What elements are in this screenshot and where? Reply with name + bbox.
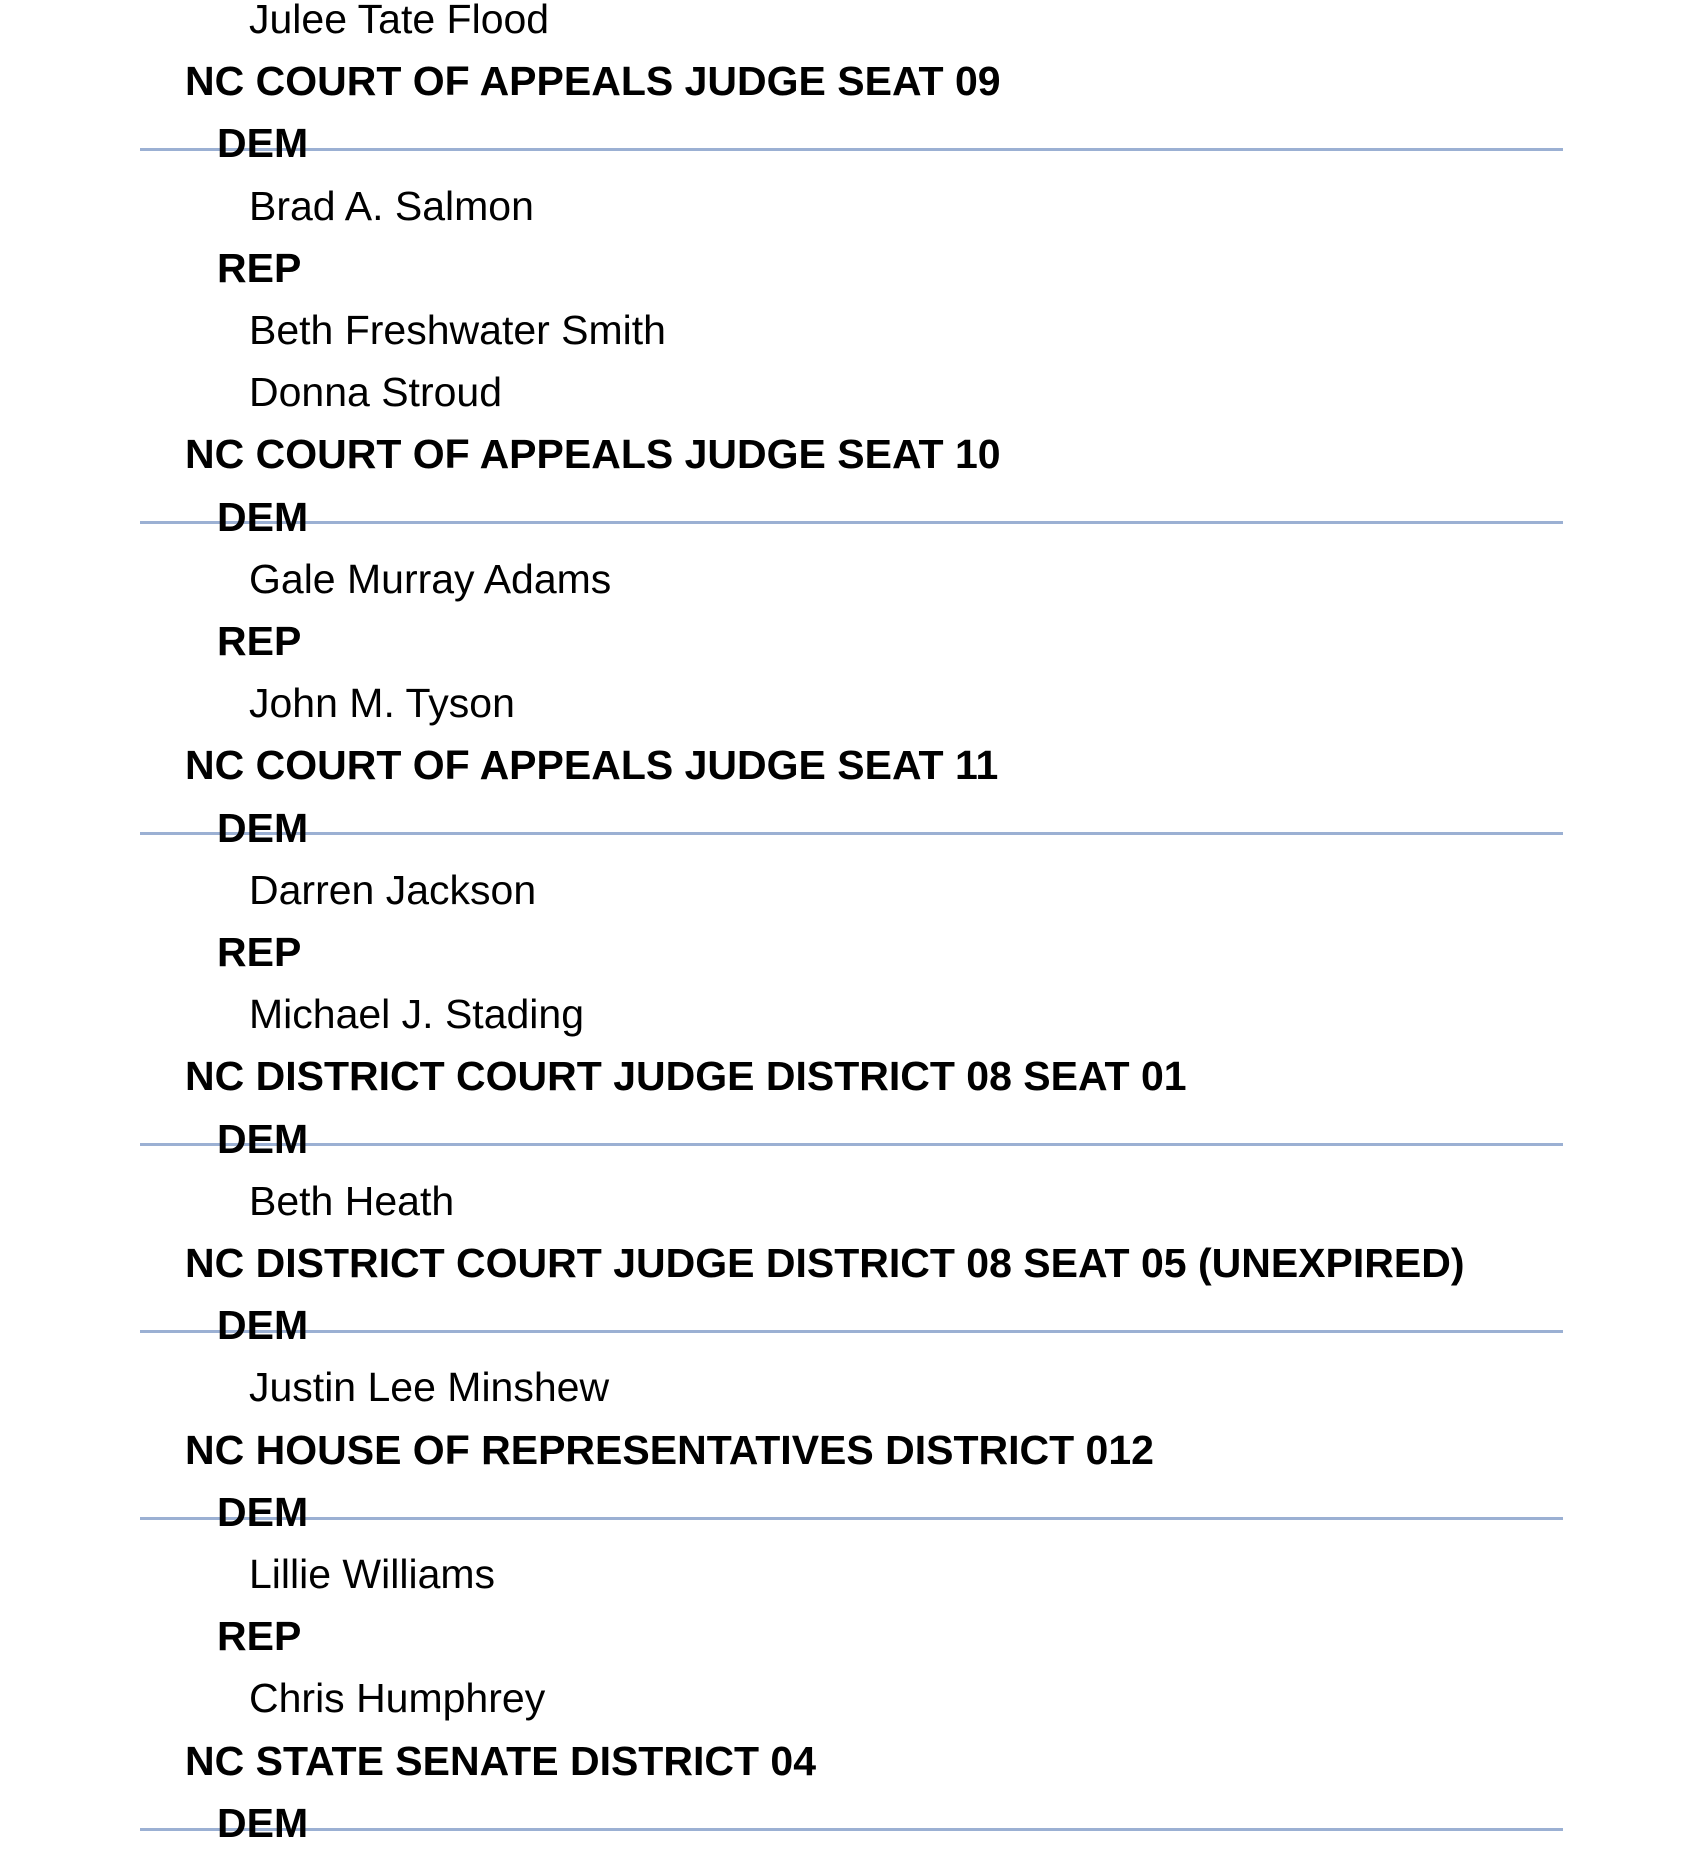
candidate-name: Michael J. Stading — [249, 991, 585, 1038]
candidate-name: Beth Heath — [249, 1177, 455, 1224]
candidate-name: Lillie Williams — [249, 1551, 496, 1597]
party-label: DEM — [217, 493, 309, 540]
contest-title: NC HOUSE OF REPRESENTATIVES DISTRICT 012 — [185, 1426, 1154, 1473]
party-label: DEM — [217, 1488, 309, 1535]
candidate-name: Beth Freshwater Smith — [249, 307, 666, 353]
candidate-name: Chris Humphrey — [249, 1675, 546, 1722]
party-label: REP — [217, 1613, 302, 1660]
candidate-name: Brad A. Salmon — [249, 182, 534, 229]
party-label: REP — [217, 618, 302, 664]
contest-title: NC COURT OF APPEALS JUDGE SEAT 11 — [185, 742, 999, 789]
party-label: REP — [217, 244, 302, 291]
candidate-name: Justin Lee Minshew — [249, 1364, 610, 1411]
contest-title: NC COURT OF APPEALS JUDGE SEAT 09 — [185, 58, 1001, 105]
candidate-name: Gale Murray Adams — [249, 555, 612, 602]
contest-title: NC COURT OF APPEALS JUDGE SEAT 10 — [185, 431, 1001, 478]
party-label: DEM — [217, 1799, 309, 1846]
party-label: REP — [217, 929, 302, 975]
party-label: DEM — [217, 1115, 309, 1162]
party-label: DEM — [217, 804, 309, 851]
contest-title: NC DISTRICT COURT JUDGE DISTRICT 08 SEAT 01 — [185, 1053, 1187, 1100]
contest-title: NC STATE SENATE DISTRICT 04 — [185, 1737, 816, 1784]
party-label: DEM — [217, 1302, 309, 1349]
candidate-name: Donna Stroud — [249, 369, 503, 416]
party-label: DEM — [217, 120, 309, 167]
contest-title: NC DISTRICT COURT JUDGE DISTRICT 08 SEAT 05 (UNEXPIRED) — [185, 1240, 1465, 1286]
candidate-name: Darren Jackson — [249, 866, 537, 913]
candidate-name: Julee Tate Flood — [249, 0, 550, 42]
candidate-name: John M. Tyson — [249, 680, 515, 727]
